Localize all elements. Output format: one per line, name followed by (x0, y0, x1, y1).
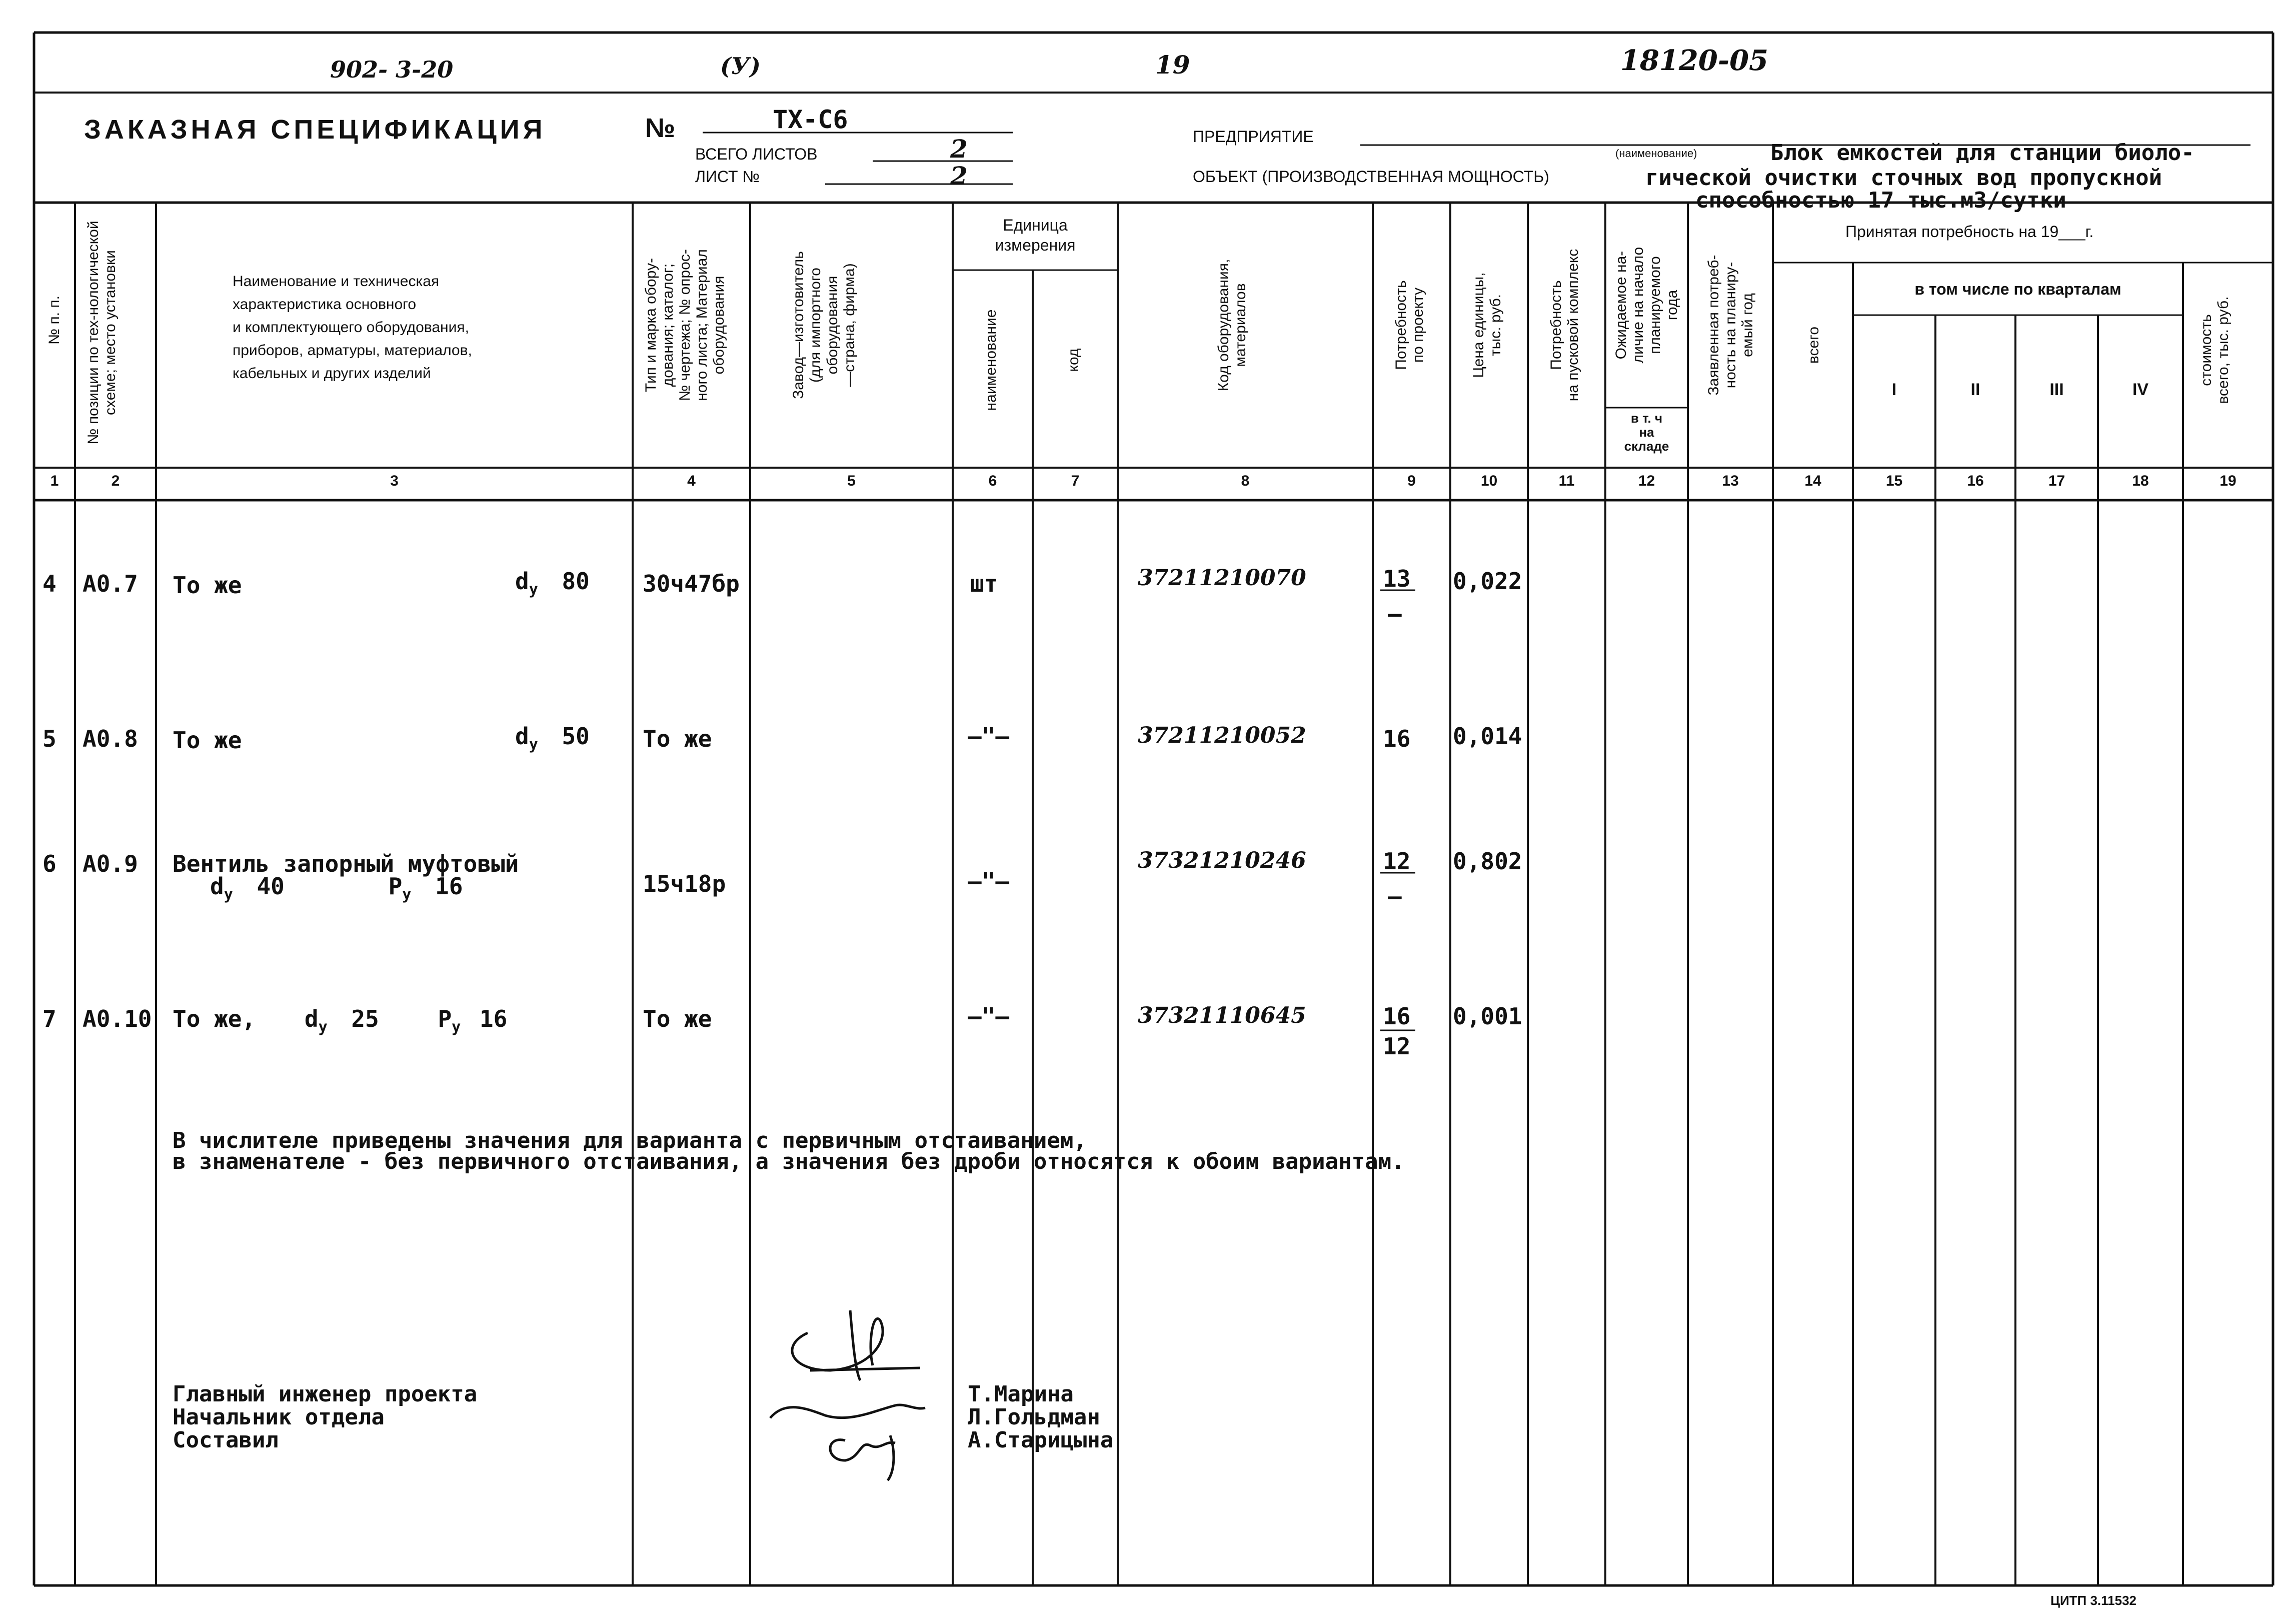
page-number: 19 (1155, 50, 1190, 80)
enterprise-label: ПРЕДПРИЯТИЕ (1193, 128, 1314, 146)
hdr-col-13 (1705, 210, 1756, 440)
hdr-col-5-line: —страна, фирма) (841, 263, 858, 387)
hdr-col-12 (1613, 210, 1681, 400)
object-label: ОБЪЕКТ (ПРОИЗВОДСТВЕННАЯ МОЩНОСТЬ) (1193, 168, 1549, 186)
pn-subscript: у (402, 886, 412, 904)
pn-value: 16 (479, 1005, 508, 1032)
dn-value: 80 (562, 568, 590, 595)
row-position: А0.7 (83, 570, 138, 597)
handwritten-signatures (765, 1300, 935, 1490)
hdr-unit-line: измерения (995, 236, 1076, 254)
row-name: То же, (173, 1005, 256, 1032)
dn-symbol: d (515, 568, 529, 595)
col-number: 16 (1967, 473, 1984, 489)
row-code: 37211210070 (1138, 565, 1306, 591)
hdr-col-5 (790, 210, 858, 440)
hdr-col-3-line: кабельных и других изделий (233, 365, 431, 382)
col-number: 14 (1804, 473, 1821, 489)
dn-value: 25 (351, 1005, 379, 1032)
row-unit: –"– (968, 723, 1010, 750)
hdr-col-12b-line: в т. ч (1630, 411, 1663, 426)
col-number: 18 (2132, 473, 2149, 489)
hdr-col-3-line: Наименование и техническая (233, 273, 440, 290)
hdr-col-12-line: года (1664, 290, 1680, 321)
hdr-col-10-line: Цена единицы, (1470, 272, 1487, 378)
pn-value: 16 (435, 873, 463, 900)
spec-no-value: ТХ-С6 (773, 105, 848, 134)
dn-subscript: у (318, 1018, 328, 1036)
row-number: 4 (43, 570, 57, 597)
hdr-col-7: код (1065, 348, 1082, 372)
hdr-col-4-line: № чертежа; № опрос- (677, 249, 693, 401)
row-number: 5 (43, 725, 57, 752)
name-compiled-by: А.Старицына (968, 1427, 1114, 1453)
hdr-col-8 (1215, 210, 1249, 440)
name-department-head: Л.Гольдман (968, 1404, 1100, 1430)
hdr-col-4-line: ного листа; Материал (694, 249, 710, 401)
row-need: 16 (1383, 725, 1411, 752)
doc-number: 18120-05 (1620, 44, 1768, 77)
col-number: 9 (1407, 473, 1416, 489)
row-need-denominator: 12 (1383, 1033, 1411, 1060)
hdr-col-13-line: Заявленная потреб- (1705, 255, 1722, 396)
row-price: 0,001 (1453, 1003, 1522, 1030)
hdr-col-10 (1470, 210, 1504, 440)
role-compiled-by: Составил (173, 1427, 279, 1453)
footer-code: ЦИТП 3.11532 (2050, 1593, 2137, 1608)
hdr-col-4 (643, 210, 728, 440)
hdr-col-9-line: Потребность (1393, 280, 1409, 370)
col-number: 6 (988, 473, 997, 489)
hdr-col-3-line: характеристика основного (233, 296, 417, 313)
hdr-col-11 (1548, 210, 1582, 440)
row-need-denominator: – (1388, 600, 1402, 627)
hdr-col-12b-line: складе (1624, 439, 1669, 454)
row-type: 30ч47бр (643, 570, 740, 597)
hdr-quarter-2: II (1970, 380, 1980, 399)
row-position: А0.9 (83, 850, 138, 877)
col-number: 3 (390, 473, 399, 489)
row-price: 0,022 (1453, 568, 1522, 595)
row-number: 6 (43, 850, 57, 877)
col-number: 15 (1885, 473, 1903, 489)
row-need-numerator: 12 (1383, 848, 1411, 875)
row-need-denominator: – (1388, 883, 1402, 910)
dn-value: 50 (562, 723, 590, 750)
hdr-col-8-line: материалов (1232, 283, 1249, 367)
spec-title: ЗАКАЗНАЯ СПЕЦИФИКАЦИЯ (84, 115, 546, 145)
col-number: 2 (111, 473, 120, 489)
row-name-params (210, 873, 463, 903)
col-number: 7 (1071, 473, 1080, 489)
sheet-label: ЛИСТ № (695, 168, 760, 186)
object-line-2: гической очистки сточных вод пропускной (1645, 165, 2162, 191)
spec-no-label: № (645, 113, 676, 143)
row-unit: –"– (968, 868, 1010, 895)
hdr-col-1: № п. п. (46, 296, 63, 345)
col-number: 5 (847, 473, 856, 489)
hdr-col-5-line: оборудования (824, 276, 841, 375)
row-need-numerator: 13 (1383, 565, 1411, 592)
hdr-col-11-line: Потребность (1548, 280, 1564, 370)
hdr-col-6: наименование (983, 309, 999, 411)
signature-names (968, 1383, 1113, 1452)
row-name: Вентиль запорный муфтовый (173, 850, 519, 877)
hdr-col-4-line: Тип и марка обору- (643, 258, 659, 393)
hdr-col-13-line: емый год (1739, 293, 1756, 357)
hdr-col-11-line: на пусковой комплекс (1565, 249, 1581, 402)
hdr-col-9 (1393, 210, 1427, 440)
col-number: 12 (1638, 473, 1655, 489)
pn-subscript: у (452, 1018, 461, 1036)
col-number: 11 (1558, 473, 1575, 489)
hdr-col-9-line: по проекту (1410, 287, 1426, 363)
row-code: 37211210052 (1138, 723, 1306, 748)
col-number: 8 (1241, 473, 1250, 489)
dn-value: 40 (257, 873, 285, 900)
signature-roles (173, 1383, 477, 1452)
hdr-col-4-line: дования; каталог; (660, 263, 676, 387)
hdr-col-10-line: тыс. руб. (1487, 294, 1504, 357)
col-number: 10 (1480, 473, 1498, 489)
col-number: 19 (2219, 473, 2236, 489)
dn-symbol: d (210, 873, 224, 900)
hdr-col-14: всего (1805, 326, 1822, 364)
hdr-unit-line: Единица (1003, 216, 1068, 234)
hdr-col-8-line: Код оборудования, (1215, 259, 1232, 392)
hdr-col-12b-line: на (1639, 425, 1654, 440)
row-type: 15ч18р (643, 870, 726, 897)
row-position: А0.8 (83, 725, 138, 752)
hdr-col-5-line: Завод—изготовитель (790, 251, 807, 399)
note-line-1: В числителе приведены значения для варианта с первичным отстаиванием, (173, 1128, 1087, 1153)
pn-symbol: P (388, 873, 403, 900)
hdr-col-12-line: Ожидаемое на- (1613, 251, 1629, 360)
hdr-quarter-3: III (2049, 380, 2064, 399)
col-number: 13 (1722, 473, 1739, 489)
dn-symbol: d (515, 723, 529, 750)
row-name: То же (173, 727, 242, 754)
row-code: 37321110645 (1138, 1003, 1306, 1028)
role-chief-engineer: Главный инженер проекта (173, 1381, 478, 1407)
col-number: 17 (2048, 473, 2065, 489)
hdr-col-5-line: (для импортного (807, 268, 824, 383)
row-code: 37321210246 (1138, 848, 1306, 873)
row-price: 0,802 (1453, 848, 1522, 875)
sheets-total-value: 2 (950, 134, 968, 164)
row-unit: –"– (968, 1003, 1010, 1030)
pn-symbol: P (438, 1005, 452, 1032)
dn-subscript: у (529, 736, 538, 754)
row-unit: шт (970, 570, 998, 597)
project-number: 902- 3-20 (330, 56, 454, 83)
hdr-col-3-line: приборов, арматуры, материалов, (233, 342, 472, 359)
hdr-col-3 (233, 270, 472, 385)
row-dn (515, 568, 590, 598)
sheet-value: 2 (950, 161, 968, 191)
row-name-params (173, 1005, 507, 1036)
dn-subscript: у (529, 581, 538, 599)
hdr-col-2: № позиции по тех-нологической схеме; место установки (85, 221, 119, 445)
col-number: 1 (50, 473, 59, 489)
hdr-col-12b (1605, 411, 1688, 453)
col-number: 4 (687, 473, 696, 489)
object-line-1: Блок емкостей для станции биоло- (1770, 140, 2194, 166)
row-type: То же (643, 725, 712, 752)
dn-symbol: d (304, 1005, 319, 1032)
note-line-2: в знаменателе - без первичного отстаивания, а значения без дроби относятся к обоим вариантам. (173, 1149, 1405, 1174)
hdr-col-13-line: ность на планиру- (1722, 262, 1739, 389)
hdr-quarter-1: I (1891, 380, 1897, 399)
hdr-col-12-line: личие на начало (1630, 247, 1646, 364)
hdr-accepted: Принятая потребность на 19___г. (1845, 223, 2094, 241)
row-dn (515, 723, 590, 753)
hdr-col-4-line: оборудования (711, 276, 727, 375)
hdr-quarter-4: IV (2132, 380, 2149, 399)
hdr-col-3-line: и комплектующего оборудования, (233, 319, 469, 336)
name-chief-engineer: Т.Марина (968, 1381, 1074, 1407)
row-name: То же (173, 572, 242, 599)
hdr-col-19-line: стоимость (2198, 314, 2214, 386)
row-price: 0,014 (1453, 723, 1522, 750)
doc-mark: (У) (720, 53, 761, 80)
hdr-col-12-line: планируемого (1647, 256, 1663, 354)
row-need-numerator: 16 (1383, 1003, 1411, 1030)
row-type: То же (643, 1005, 712, 1032)
sheets-total-label: ВСЕГО ЛИСТОВ (695, 145, 818, 163)
role-department-head: Начальник отдела (173, 1404, 385, 1430)
hdr-quarters-label: в том числе по кварталам (1914, 280, 2121, 298)
hdr-col-19-line: всего, тыс. руб. (2215, 296, 2231, 404)
dn-subscript: у (224, 886, 233, 904)
hdr-col-19 (2198, 250, 2232, 450)
row-number: 7 (43, 1005, 57, 1032)
naming-label: (наименование) (1615, 147, 1697, 160)
hdr-unit-group (953, 215, 1118, 255)
row-position: А0.10 (83, 1005, 152, 1032)
object-line-3: способностью 17 тыс.м3/сутки (1695, 188, 2066, 213)
